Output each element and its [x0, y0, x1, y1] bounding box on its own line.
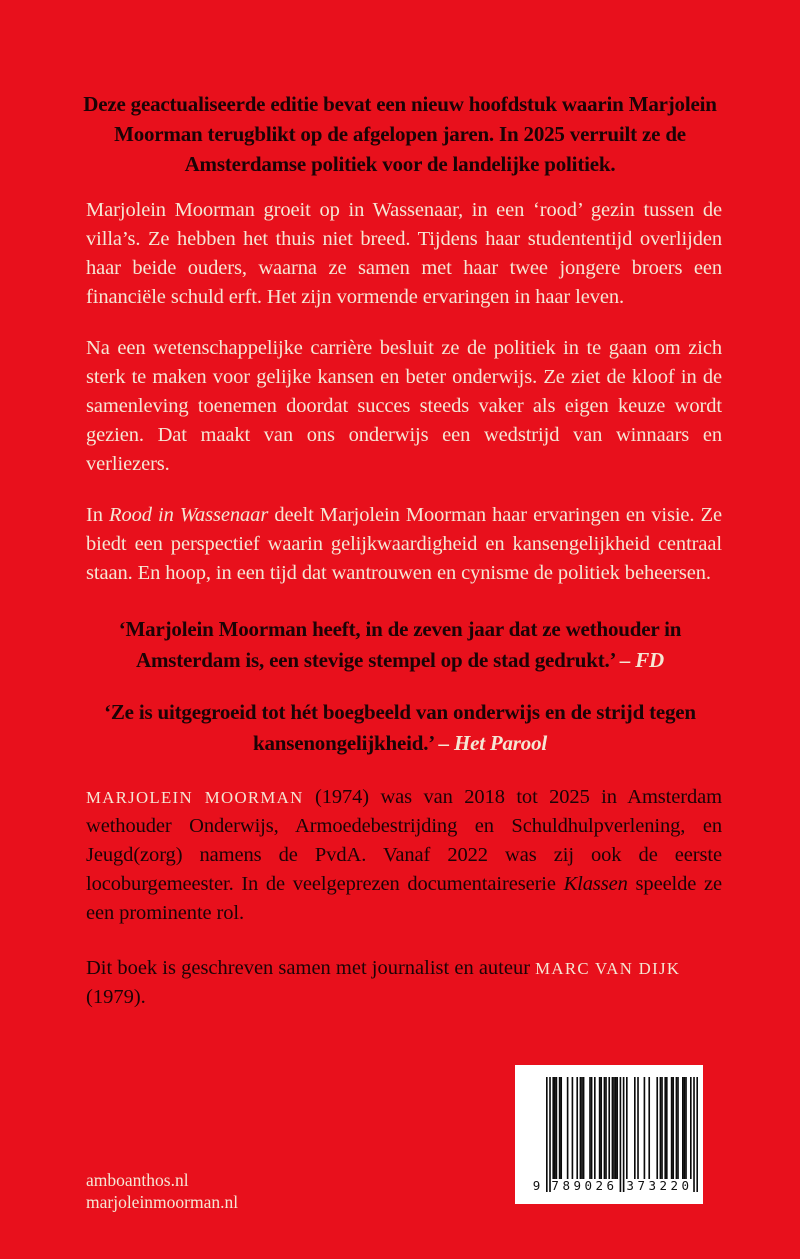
- website-publisher: amboanthos.nl: [86, 1170, 189, 1190]
- synopsis-paragraph-2: Na een wetenschappelijke carrière besluit ze de politiek in te gaan om zich sterk te maken voor gelijke kansen en beter onderwijs. Ze ziet de kloof in de samenleving toenemen doordat succes steeds vaker als eigen keuze wordt gezien. Dat maakt van ons onderwijs een wedstrijd van winnaars en verliezers.: [86, 337, 722, 475]
- author-bio: MARJOLEIN MOORMAN (1974) was van 2018 tot 2025 in Amsterdam wethouder Onderwijs, Armoedebestrijding en Schuldhulpverlening, en Jeugd(zorg) namens de PvdA. Vanaf 2022 was zij ook de eerste locoburgemeester. In de veelgeprezen documentaireserie Klassen speelde ze een prominente rol.: [86, 786, 722, 924]
- barcode: [515, 1065, 703, 1204]
- barcode-digits-group2: 373220: [626, 1179, 693, 1193]
- coauthor-note: Dit boek is geschreven samen met journalist en auteur MARC VAN DIJK (1979).: [86, 957, 681, 1008]
- barcode-bars: [546, 1077, 698, 1192]
- website-author: marjoleinmoorman.nl: [86, 1191, 239, 1212]
- press-quote-het-parool: ‘Ze is uitgegroeid tot hét boegbeeld van onderwijs en de strijd tegen kansenongelijkheid.’ – Het Parool: [104, 700, 696, 755]
- barcode-bars-area: [532, 1077, 698, 1193]
- barcode-digits-group1: 789026: [551, 1179, 618, 1193]
- barcode-digit-lead: 9: [532, 1179, 541, 1193]
- publisher-websites: [86, 1170, 238, 1213]
- press-quote-fd: ‘Marjolein Moorman heeft, in de zeven jaar dat ze wethouder in Amsterdam is, een stevige stempel op de stad gedrukt.’ – FD: [118, 617, 682, 672]
- edition-note: Deze geactualiseerde editie bevat een nieuw hoofdstuk waarin Marjolein Moorman terugblikt op de afgelopen jaren. In 2025 verruilt ze de Amsterdamse politiek voor de landelijke politiek.: [83, 92, 717, 176]
- synopsis-paragraph-1: Marjolein Moorman groeit op in Wassenaar, in een ‘rood’ gezin tussen de villa’s. Ze hebben het thuis niet breed. Tijdens haar studententijd overlijden haar beide ouders, waarna ze samen met haar twee jongere broers een financiële schuld erft. Het zijn vormende ervaringen in haar leven.: [86, 199, 722, 308]
- synopsis-paragraph-3: In Rood in Wassenaar deelt Marjolein Moorman haar ervaringen en visie. Ze biedt een perspectief waarin gelijkwaardigheid en kansengelijkheid centraal staan. En hoop, in een tijd dat wantrouwen en cynisme de politiek beheersen.: [86, 504, 722, 584]
